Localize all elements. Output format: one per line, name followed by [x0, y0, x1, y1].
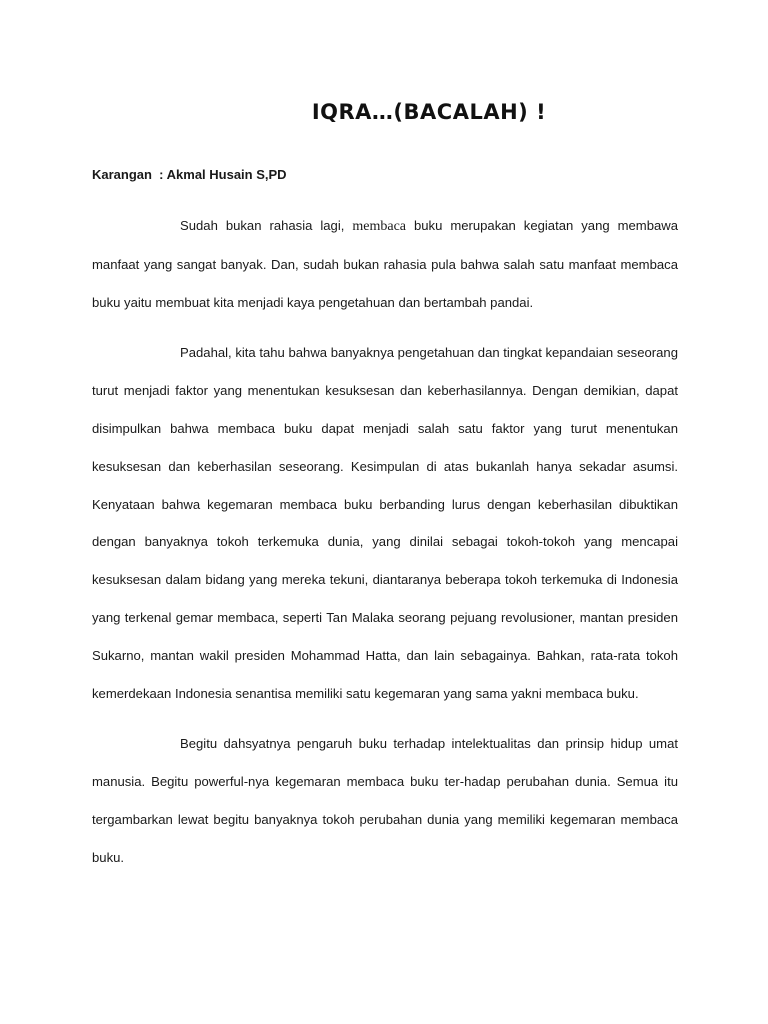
document-body — [92, 207, 678, 877]
paragraph-1-rest: buku merupakan kegiatan yang membawa manfaat yang sangat banyak. Dan, sudah bukan rahasia pula bahwa salah satu manfaat membaca buku yaitu membuat kita menjadi kaya pengetahuan dan bertambah pandai. — [92, 218, 679, 310]
document-title: IQRA…(BACALAH) ! — [311, 100, 547, 124]
paragraph-2: Padahal, kita tahu bahwa banyaknya pengetahuan dan tingkat kepandaian seseorang turut menjadi faktor yang menentukan kesuksesan dan keberhasilannya. Dengan demikian, dapat disimpulkan bahwa membaca buku dapat menjadi salah satu faktor yang turut menentukan kesuksesan dan keberhasilan seseorang. Kesimpulan di atas bukanlah hanya sekadar asumsi. Kenyataan bahwa kegemaran membaca buku berbanding lurus dengan keberhasilan dibuktikan dengan banyaknya tokoh terkemuka dunia, yang dinilai sebagai tokoh-tokoh yang mencapai kesuksesan dalam bidang yang mereka tekuni, diantaranya beberapa tokoh terkemuka di Indonesia yang terkenal gemar membaca, seperti Tan Malaka seorang pejuang revolusioner, mantan presiden Sukarno, mantan wakil presiden Mohammad Hatta, dan lain sebagainya. Bahkan, rata-rata tokoh kemerdekaan Indonesia senantisa memiliki satu kegemaran yang sama yakni membaca buku. — [92, 345, 678, 701]
paragraph-1-emphasis: membaca — [352, 219, 406, 234]
paragraph-3: Begitu dahsyatnya pengaruh buku terhadap intelektualitas dan prinsip hidup umat manusia. Begitu powerful-nya kegemaran membaca buku ter-hadap perubahan dunia. Semua itu tergambarkan lewat begitu banyaknya tokoh perubahan dunia yang memiliki kegemaran membaca buku. — [92, 736, 678, 865]
author-line: Karangan : Akmal Husain S,PD — [92, 167, 287, 182]
paragraph-1 — [92, 207, 678, 321]
paragraph-1-start: Sudah bukan rahasia lagi, — [180, 218, 353, 233]
